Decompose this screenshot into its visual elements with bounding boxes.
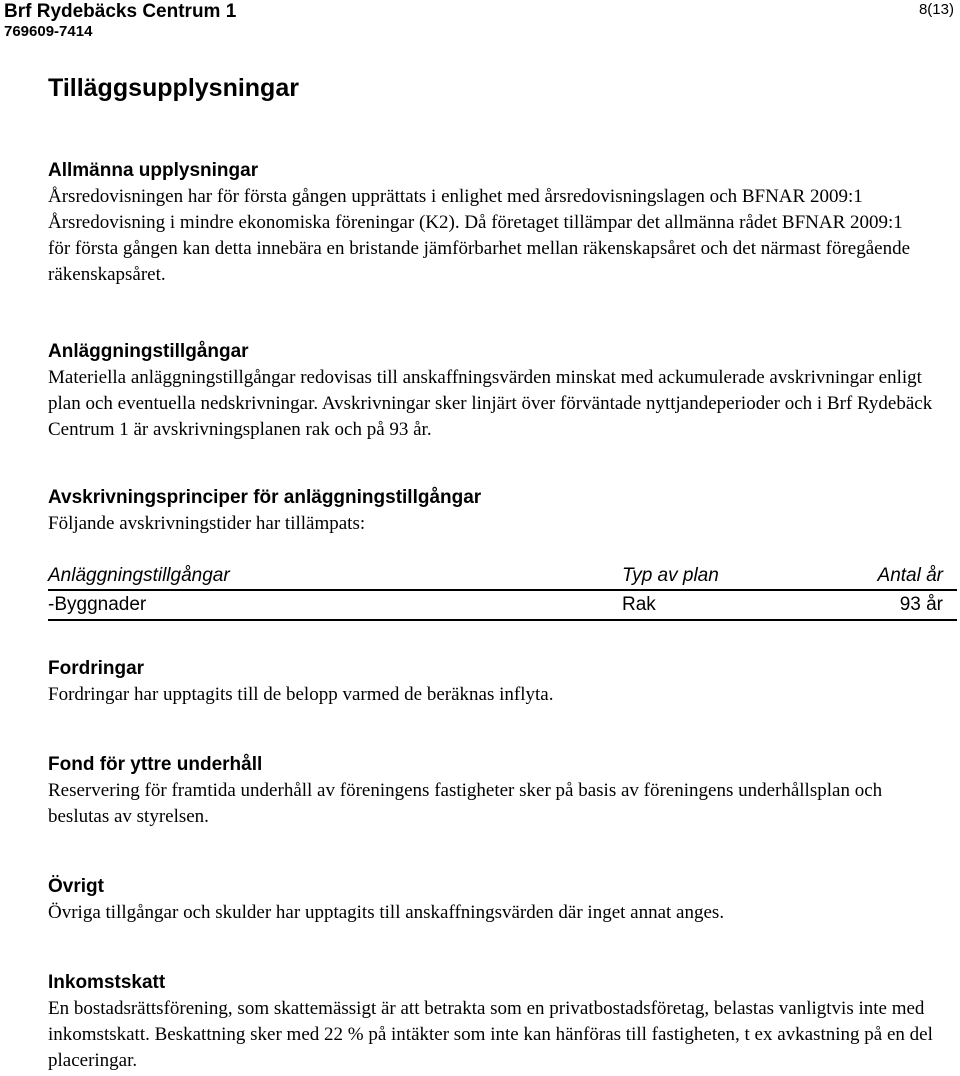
section-income-tax — [48, 970, 948, 1074]
section-heading: Inkomstskatt — [48, 972, 166, 993]
cell-years: 93 år — [899, 594, 943, 615]
section-heading: Fordringar — [48, 658, 145, 679]
section-heading: Avskrivningsprinciper för anläggningstillgångar — [48, 487, 482, 508]
section-receivables — [48, 656, 948, 708]
section-fixed-assets — [48, 339, 948, 443]
table-row — [48, 591, 957, 621]
section-heading: Fond för yttre underhåll — [48, 754, 263, 775]
cell-asset: -Byggnader — [48, 594, 147, 615]
section-text: Reservering för framtida underhåll av föreningens fastigheter sker på basis av föreningens underhållsplan och beslutas av styrelsen. — [48, 780, 883, 827]
column-header-asset: Anläggningstillgångar — [48, 565, 230, 586]
section-maintenance-fund — [48, 752, 948, 830]
section-text: Årsredovisningen har för första gången upprättats i enlighet med årsredovisningslagen och BFNAR 2009:1 Årsredovisning i mindre ekonomiska föreningar (K2). Då företaget tillämpar det allmänna rådet BFNAR 2009:1 för första gången kan detta innebära en bristande jämförbarhet mellan räkenskapsåret och det närmast föregående räkenskapsåret. — [48, 186, 911, 285]
section-text: Övriga tillgångar och skulder har upptagits till anskaffningsvärden där inget annat anges. — [48, 902, 725, 923]
section-heading: Allmänna upplysningar — [48, 160, 259, 181]
cell-plan-type: Rak — [622, 594, 656, 615]
section-text: Fordringar har upptagits till de belopp varmed de beräknas inflyta. — [48, 684, 554, 705]
section-general-information — [48, 158, 948, 288]
section-other — [48, 874, 948, 926]
organization-number: 769609-7414 — [4, 23, 93, 40]
section-heading: Övrigt — [48, 876, 104, 897]
section-heading: Anläggningstillgångar — [48, 341, 249, 362]
page-title: Tilläggsupplysningar — [48, 74, 299, 102]
depreciation-table — [48, 563, 957, 621]
table-header-row — [48, 563, 957, 591]
section-depreciation-principles — [48, 485, 948, 537]
section-text: Följande avskrivningstider har tillämpats: — [48, 513, 366, 534]
section-text: Materiella anläggningstillgångar redovisas till anskaffningsvärden minskat med ackumulerade avskrivningar enligt plan och eventuella nedskrivningar. Avskrivningar sker linjärt över förväntade nyttjandeperioder och i Brf Rydebäck Centrum 1 är avskrivningsplanen rak och på 93 år. — [48, 367, 933, 440]
organization-name: Brf Rydebäcks Centrum 1 — [4, 1, 237, 22]
page-number: 8(13) — [918, 1, 954, 18]
section-text: En bostadsrättsförening, som skattemässigt är att betrakta som en privatbostadsföretag, belastas vanligtvis inte med inkomstskatt. Beskattning sker med 22 % på intäkter som inte kan hänföras till fastigheten, t ex avkastning på en del placeringar. — [48, 998, 933, 1071]
column-header-plan-type: Typ av plan — [622, 565, 719, 586]
column-header-years: Antal år — [877, 565, 943, 586]
